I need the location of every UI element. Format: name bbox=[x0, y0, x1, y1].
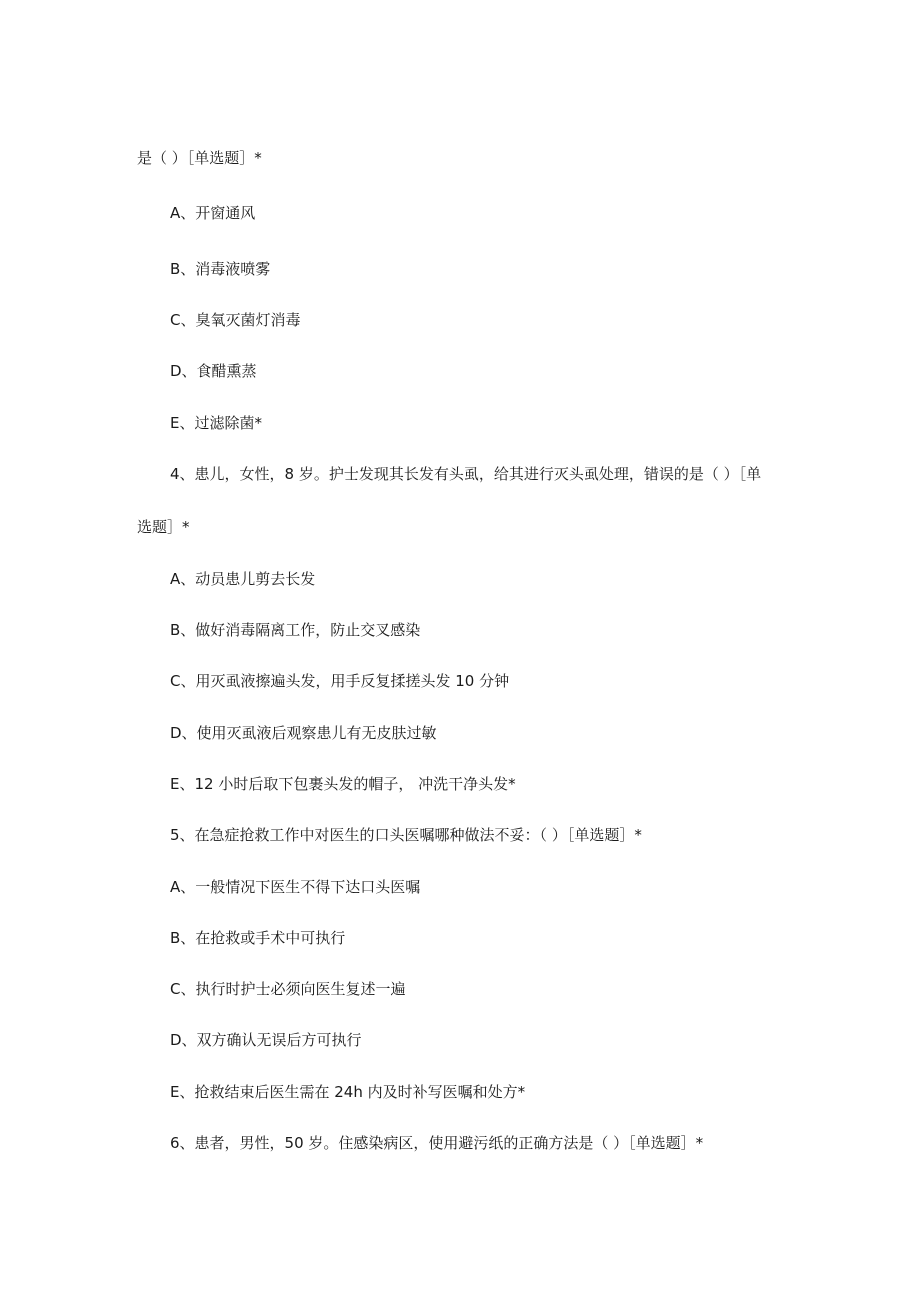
q3-option-c: C、臭氧灭菌灯消毒 bbox=[170, 311, 301, 329]
q5-stem: 5、在急症抢救工作中对医生的口头医嘱哪种做法不妥：（ ）［单选题］* bbox=[170, 826, 642, 844]
q3-option-b: B、消毒液喷雾 bbox=[170, 260, 271, 278]
q4-stem-continuation: 选题］* bbox=[137, 518, 190, 536]
q5-option-e: E、抢救结束后医生需在 24h 内及时补写医嘱和处方* bbox=[170, 1083, 526, 1101]
q4-option-b: B、做好消毒隔离工作，防止交叉感染 bbox=[170, 621, 421, 639]
q5-option-a: A、一般情况下医生不得下达口头医嘱 bbox=[170, 878, 421, 896]
q6-stem: 6、患者，男性，50 岁。住感染病区，使用避污纸的正确方法是（ ）［单选题］* bbox=[170, 1134, 704, 1152]
q4-stem: 4、患儿，女性，8 岁。护士发现其长发有头虱，给其进行灭头虱处理，错误的是（ ）［单 bbox=[170, 465, 762, 483]
q4-option-e: E、12 小时后取下包裹头发的帽子， 冲洗干净头发* bbox=[170, 775, 516, 793]
q3-continuation: 是（ ）［单选题］* bbox=[137, 149, 262, 167]
q4-option-a: A、动员患儿剪去长发 bbox=[170, 570, 316, 588]
q4-option-c: C、用灭虱液擦遍头发，用手反复揉搓头发 10 分钟 bbox=[170, 672, 510, 690]
q3-option-a: A、开窗通风 bbox=[170, 204, 256, 222]
q5-option-c: C、执行时护士必须向医生复述一遍 bbox=[170, 980, 406, 998]
q3-option-e: E、过滤除菌* bbox=[170, 414, 262, 432]
q5-option-d: D、双方确认无误后方可执行 bbox=[170, 1031, 362, 1049]
q4-option-d: D、使用灭虱液后观察患儿有无皮肤过敏 bbox=[170, 724, 437, 742]
q3-option-d: D、食醋熏蒸 bbox=[170, 362, 257, 380]
q5-option-b: B、在抢救或手术中可执行 bbox=[170, 929, 346, 947]
